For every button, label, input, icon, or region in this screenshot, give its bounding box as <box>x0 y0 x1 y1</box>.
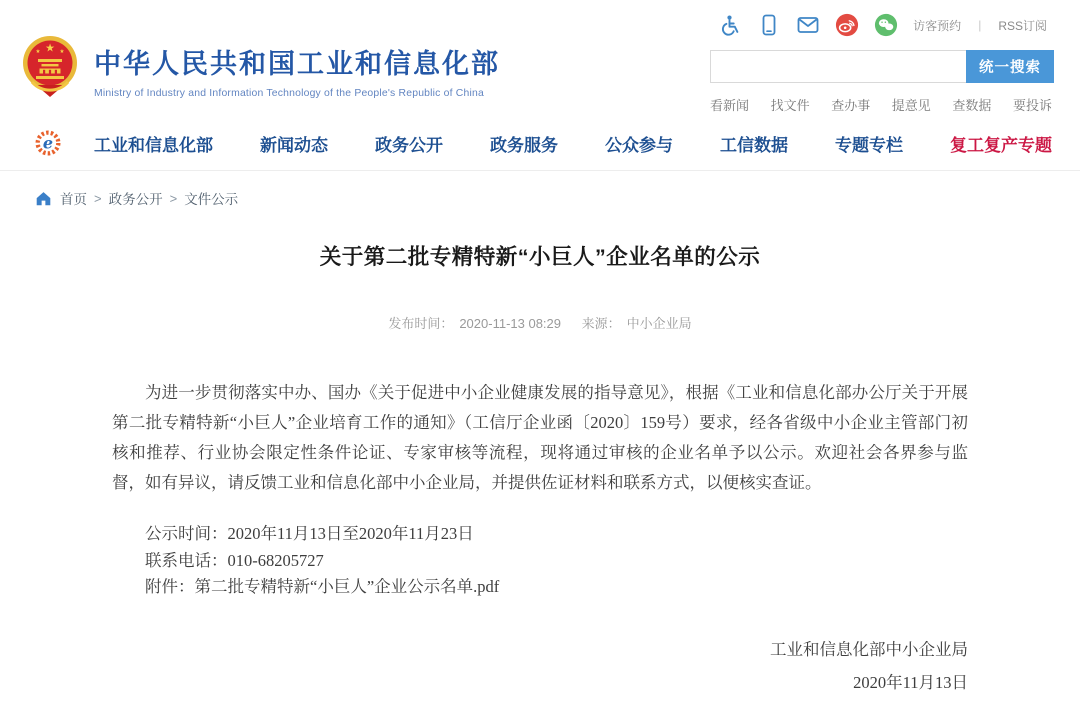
article-title: 关于第二批专精特新“小巨人”企业名单的公示 <box>319 245 761 269</box>
rss-subscribe-link[interactable]: RSS订阅 <box>998 18 1047 33</box>
article-meta <box>112 313 968 332</box>
weibo-icon[interactable] <box>835 13 859 37</box>
nav-item-news[interactable]: 新闻动态 <box>260 135 328 155</box>
svg-text:★: ★ <box>35 49 41 55</box>
search-area <box>710 50 1054 114</box>
svg-text:★: ★ <box>59 49 65 55</box>
quick-link-news[interactable]: 看新闻 <box>710 98 750 113</box>
quick-link-complaints[interactable]: 要投诉 <box>1012 98 1052 113</box>
publicity-period-line: 公示时间：2020年11月13日至2020年11月23日 <box>145 524 474 543</box>
nav-item-miit-data[interactable]: 工信数据 <box>720 135 788 155</box>
topbar-separator: | <box>978 18 982 32</box>
nav-item-gov-services[interactable]: 政务服务 <box>490 135 558 155</box>
search-input[interactable] <box>710 50 966 83</box>
signature-block <box>112 633 968 699</box>
visitor-appointment-link[interactable]: 访客预约 <box>913 18 962 33</box>
nav-item-special-columns[interactable]: 专题专栏 <box>835 135 903 155</box>
site-title: 中华人民共和国工业和信息化部 <box>94 49 500 79</box>
quick-links <box>710 95 1052 114</box>
nav-item-public-participation[interactable]: 公众参与 <box>605 135 673 155</box>
source-value: 中小企业局 <box>626 316 692 331</box>
nav-item-work-resumption[interactable]: 复工复产专题 <box>950 135 1052 155</box>
quick-link-data[interactable]: 查数据 <box>952 98 992 113</box>
mobile-icon[interactable] <box>757 13 781 37</box>
site-title-block <box>94 42 500 99</box>
article-info-lines <box>112 521 968 601</box>
article-body-paragraph: 为进一步贯彻落实中办、国办《关于促进中小企业健康发展的指导意见》，根据《工业和信息化部办公厅关于开展第二批专精特新“小巨人”企业培育工作的通知》（工信厅企业函〔2020〕159号）要求，经各省级中小企业主管部门初核和推荐、行业协会限定性条件论证、专家审核等流程，现将通过审核的企业名单予以公示。欢迎社会各界参与监督，如有异议，请反馈工业和信息化部中小企业局，并提供佐证材料和联系方式，以便核实查证。 <box>112 383 968 492</box>
breadcrumb-separator: > <box>94 190 102 206</box>
svg-text:e: e <box>42 133 54 153</box>
article <box>112 240 968 699</box>
main-nav <box>0 116 1080 171</box>
attachment-line <box>145 574 968 601</box>
source-label: 来源： <box>581 316 621 331</box>
contact-phone-line: 联系电话：010-68205727 <box>145 550 324 570</box>
breadcrumb-separator: > <box>169 190 178 206</box>
accessibility-icon[interactable] <box>718 13 742 37</box>
site-subtitle: Ministry of Industry and Information Technology of the People's Republic of China <box>94 88 484 99</box>
home-icon[interactable] <box>35 190 52 207</box>
attachment-pdf-link[interactable]: 第二批专精特新“小巨人”企业公示名单.pdf <box>194 577 500 596</box>
site-header <box>0 0 1080 172</box>
signature-org: 工业和信息化部中小企业局 <box>770 639 968 659</box>
mail-icon[interactable] <box>796 13 820 37</box>
quick-link-files[interactable]: 找文件 <box>770 98 810 113</box>
quick-link-services[interactable]: 查办事 <box>831 98 871 113</box>
wechat-icon[interactable] <box>874 13 898 37</box>
breadcrumb <box>0 172 1080 208</box>
unified-search-button[interactable]: 统一搜索 <box>966 50 1054 83</box>
publish-time-value: 2020-11-13 08:29 <box>459 316 562 331</box>
svg-text:★: ★ <box>45 41 55 55</box>
utility-bar <box>718 13 1047 37</box>
national-emblem-logo[interactable] <box>22 33 78 99</box>
breadcrumb-home[interactable]: 首页 <box>60 192 87 207</box>
miit-e-logo-icon <box>34 129 62 157</box>
breadcrumb-gov-open[interactable]: 政务公开 <box>108 192 163 207</box>
signature-date: 2020年11月13日 <box>853 672 968 692</box>
quick-link-suggestions[interactable]: 提意见 <box>891 98 931 113</box>
nav-item-gov-open[interactable]: 政务公开 <box>375 135 443 155</box>
publish-time-label: 发布时间： <box>388 316 454 331</box>
breadcrumb-file-publicity[interactable]: 文件公示 <box>184 192 239 207</box>
nav-item-miit[interactable]: 工业和信息化部 <box>94 135 213 155</box>
attachment-label: 附件： <box>145 577 195 596</box>
